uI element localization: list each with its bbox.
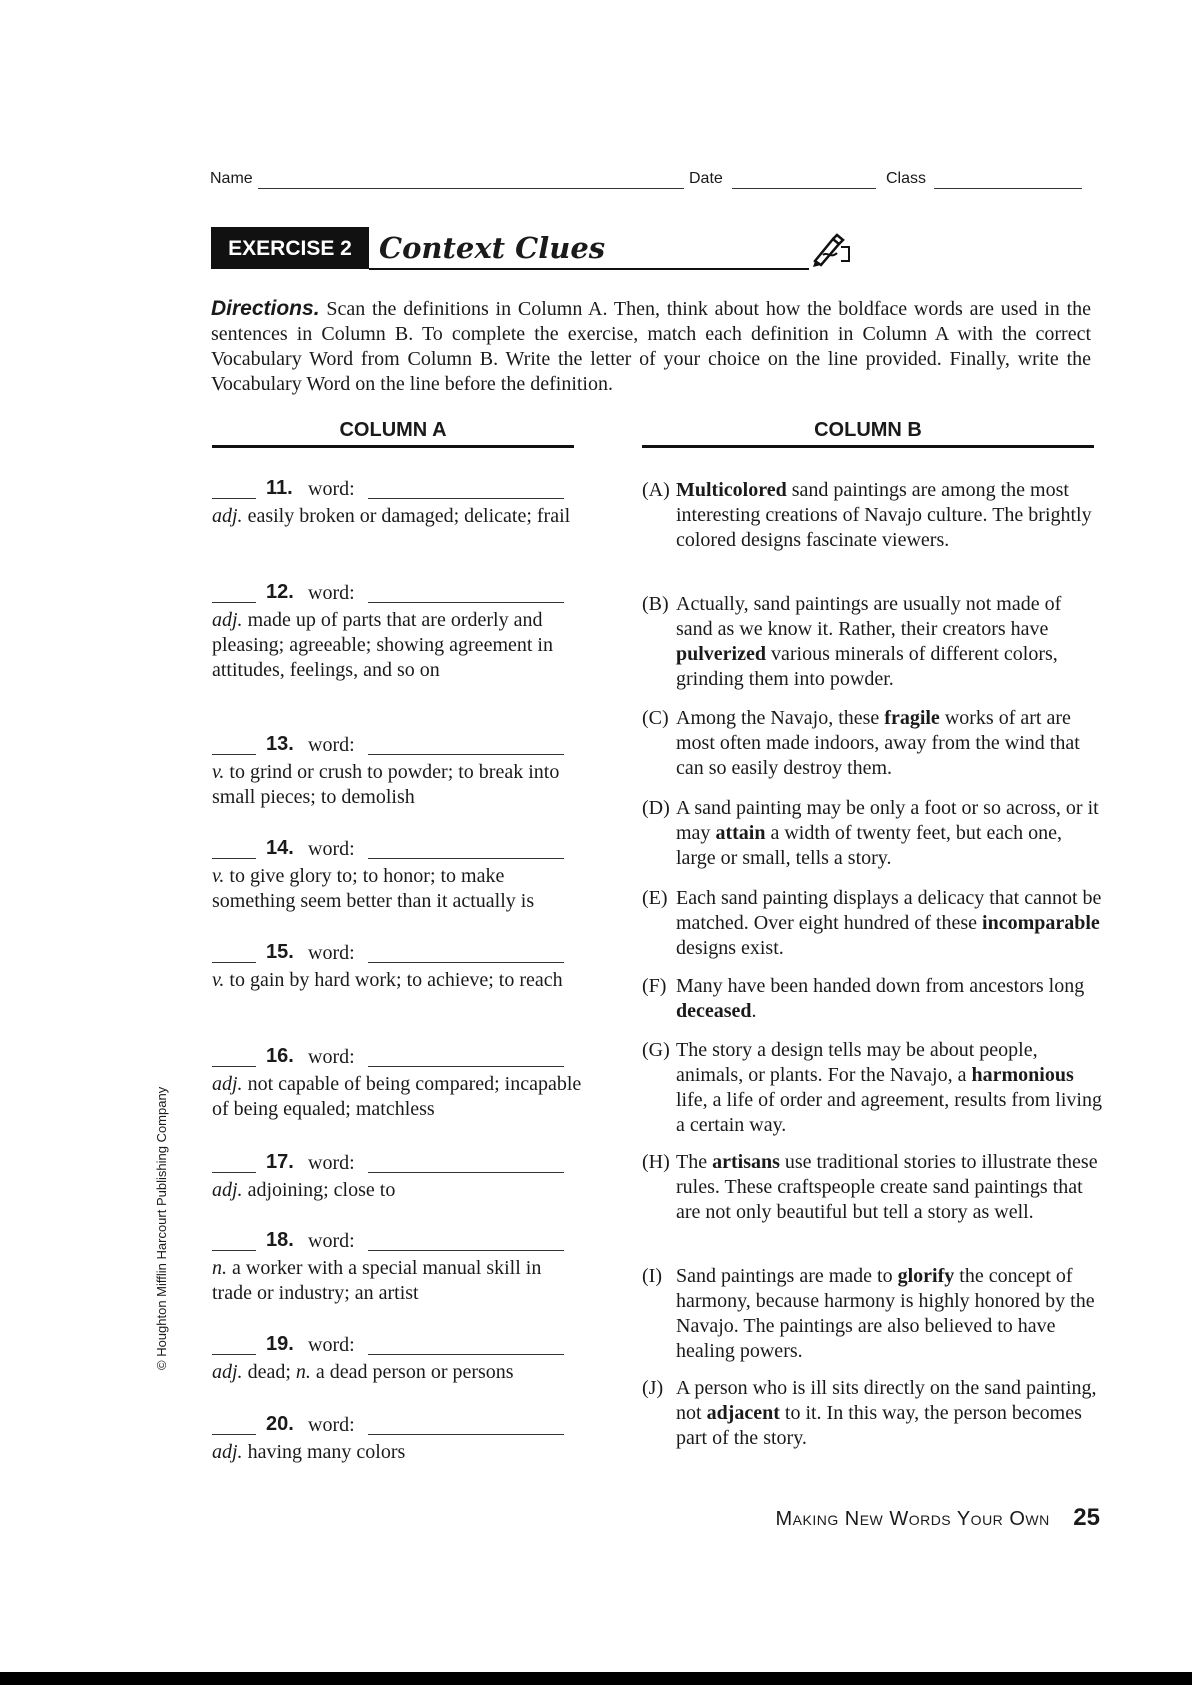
word-answer-blank[interactable] (368, 1354, 564, 1355)
definition-item (212, 582, 582, 683)
answer-letter-blank[interactable] (212, 1354, 256, 1355)
class-field-line[interactable] (934, 188, 1082, 189)
definition-text: adj. dead; n. a dead person or persons (212, 1361, 514, 1383)
item-number: 13. (266, 733, 294, 755)
student-info-header (210, 170, 1085, 194)
definition-text: adj. adjoining; close to (212, 1179, 396, 1201)
date-field-line[interactable] (732, 188, 876, 189)
word-answer-blank[interactable] (368, 1250, 564, 1251)
scan-edge-bar (0, 1672, 1192, 1685)
vocabulary-word: artisans (712, 1151, 780, 1173)
word-answer-blank[interactable] (368, 498, 564, 499)
sentence-text: Sand paintings are made to glorify the concept of harmony, because harmony is highly honored by the Navajo. The paintings are also believed to have healing powers. (676, 1265, 1095, 1362)
answer-letter-blank[interactable] (212, 498, 256, 499)
definition-text: v. to grind or crush to powder; to break into small pieces; to demolish (212, 761, 560, 808)
book-title: Making New Words Your Own (775, 1508, 1050, 1530)
date-label: Date (689, 170, 723, 187)
definition-text: n. a worker with a special manual skill in trade or industry; an artist (212, 1257, 542, 1304)
item-number: 12. (266, 581, 294, 603)
word-answer-blank[interactable] (368, 602, 564, 603)
vocabulary-word: glorify (897, 1265, 955, 1287)
word-answer-blank[interactable] (368, 754, 564, 755)
definition-item (212, 1046, 582, 1122)
sentence-letter: (F) (642, 975, 667, 997)
sentence-text: Actually, sand paintings are usually not made of sand as we know it. Rather, their creators have pulverized various minerals of different colors, grinding them into powder. (676, 593, 1062, 690)
vocabulary-word: harmonious (971, 1064, 1074, 1086)
word-label: word: (308, 942, 355, 964)
sentence-letter: (C) (642, 707, 669, 729)
sentence-letter: (A) (642, 479, 670, 501)
item-number: 15. (266, 941, 294, 963)
definition-item (212, 1152, 582, 1203)
answer-letter-blank[interactable] (212, 1172, 256, 1173)
item-number: 14. (266, 837, 294, 859)
sentence-text: Among the Navajo, these fragile works of art are most often made indoors, away from the wind that can so easily destroy them. (676, 707, 1080, 779)
answer-letter-blank[interactable] (212, 754, 256, 755)
sentence-text: Many have been handed down from ancestors long deceased. (676, 975, 1085, 1022)
sentence-item (642, 796, 1102, 871)
word-label: word: (308, 582, 355, 604)
sentence-item (642, 1264, 1102, 1364)
sentence-item (642, 886, 1102, 961)
item-number: 17. (266, 1151, 294, 1173)
definition-item (212, 942, 582, 993)
word-label: word: (308, 1334, 355, 1356)
directions-label: Directions. (211, 297, 320, 320)
answer-letter-blank[interactable] (212, 602, 256, 603)
sentence-item (642, 1150, 1102, 1225)
word-label: word: (308, 838, 355, 860)
sentence-text: A sand painting may be only a foot or so across, or it may attain a width of twenty feet, but each one, large or small, tells a story. (676, 797, 1099, 869)
definition-text: adj. not capable of being compared; incapable of being equaled; matchless (212, 1073, 582, 1120)
vocabulary-word: fragile (884, 707, 940, 729)
definition-item (212, 1414, 582, 1465)
vocabulary-word: attain (715, 822, 766, 844)
vocabulary-word: incomparable (982, 912, 1100, 934)
banner-underline (369, 268, 809, 270)
definition-item (212, 838, 582, 914)
class-label: Class (886, 170, 927, 187)
name-field-line[interactable] (258, 188, 684, 189)
word-label: word: (308, 478, 355, 500)
vocabulary-word: pulverized (676, 643, 766, 665)
word-label: word: (308, 1414, 355, 1436)
word-label: word: (308, 1152, 355, 1174)
exercise-label: EXERCISE 2 (211, 229, 369, 269)
sentence-item (642, 592, 1102, 692)
item-number: 20. (266, 1413, 294, 1435)
sentence-item (642, 706, 1102, 781)
column-b-rule (642, 445, 1094, 448)
word-label: word: (308, 1230, 355, 1252)
page-number: 25 (1073, 1504, 1100, 1531)
definition-text: adj. easily broken or damaged; delicate; frail (212, 505, 571, 527)
item-number: 19. (266, 1333, 294, 1355)
answer-letter-blank[interactable] (212, 1066, 256, 1067)
sentence-letter: (D) (642, 797, 670, 819)
column-b-heading: COLUMN B (814, 419, 922, 441)
sentence-letter: (J) (642, 1377, 664, 1399)
answer-letter-blank[interactable] (212, 962, 256, 963)
sentence-item (642, 1376, 1102, 1451)
word-label: word: (308, 1046, 355, 1068)
definition-text: v. to gain by hard work; to achieve; to reach (212, 969, 563, 991)
column-a-heading: COLUMN A (339, 419, 447, 441)
item-number: 18. (266, 1229, 294, 1251)
word-answer-blank[interactable] (368, 858, 564, 859)
definition-item (212, 1334, 582, 1385)
sentence-text: Each sand painting displays a delicacy that cannot be matched. Over eight hundred of these incomparable designs exist. (676, 887, 1102, 959)
vocabulary-word: deceased (676, 1000, 752, 1022)
item-number: 11. (266, 477, 293, 499)
sentence-letter: (G) (642, 1039, 670, 1061)
sentence-letter: (H) (642, 1151, 670, 1173)
name-label: Name (210, 170, 253, 187)
exercise-title: Context Clues (379, 231, 606, 265)
sentence-item (642, 974, 1102, 1024)
directions-text: Scan the definitions in Column A. Then, think about how the boldface words are used in the sentences in Column B. To complete the exercise, match each definition in Column A with the correct Vocabulary Word from Column B. Write the letter of your choice on the line provided. Finally, write the Vocabulary Word on the line before the definition. (211, 298, 1092, 395)
word-answer-blank[interactable] (368, 1434, 564, 1435)
sentence-text: The story a design tells may be about people, animals, or plants. For the Navajo, a harmonious life, a life of order and agreement, results from living a certain way. (676, 1039, 1102, 1136)
answer-letter-blank[interactable] (212, 858, 256, 859)
sentence-letter: (I) (642, 1265, 662, 1287)
sentence-item (642, 478, 1102, 553)
pencil-writing-icon (811, 233, 853, 272)
answer-letter-blank[interactable] (212, 1250, 256, 1251)
sentence-text: Multicolored sand paintings are among the most interesting creations of Navajo culture. The brightly colored designs fascinate viewers. (676, 479, 1092, 551)
word-label: word: (308, 734, 355, 756)
definition-text: adj. having many colors (212, 1441, 406, 1463)
definition-text: adj. made up of parts that are orderly and pleasing; agreeable; showing agreement in attitudes, feelings, and so on (212, 609, 553, 681)
vocabulary-word: adjacent (706, 1402, 780, 1424)
sentence-text: The artisans use traditional stories to illustrate these rules. These craftspeople create sand paintings that are not only beautiful but tell a story as well. (676, 1151, 1098, 1223)
sentence-letter: (B) (642, 593, 669, 615)
page-footer (775, 1504, 1100, 1532)
sentence-letter: (E) (642, 887, 668, 909)
vocabulary-word: Multicolored (676, 479, 787, 501)
copyright-note: © Houghton Mifflin Harcourt Publishing Company (154, 1086, 169, 1370)
definition-item (212, 478, 582, 529)
sentence-text: A person who is ill sits directly on the sand painting, not adjacent to it. In this way, the person becomes part of the story. (676, 1377, 1097, 1449)
word-answer-blank[interactable] (368, 1066, 564, 1067)
item-number: 16. (266, 1045, 294, 1067)
column-a-rule (212, 445, 574, 448)
answer-letter-blank[interactable] (212, 1434, 256, 1435)
definition-item (212, 734, 582, 810)
definition-text: v. to give glory to; to honor; to make something seem better than it actually is (212, 865, 535, 912)
word-answer-blank[interactable] (368, 1172, 564, 1173)
definition-item (212, 1230, 582, 1306)
word-answer-blank[interactable] (368, 962, 564, 963)
directions-paragraph (211, 296, 1091, 397)
sentence-item (642, 1038, 1102, 1138)
